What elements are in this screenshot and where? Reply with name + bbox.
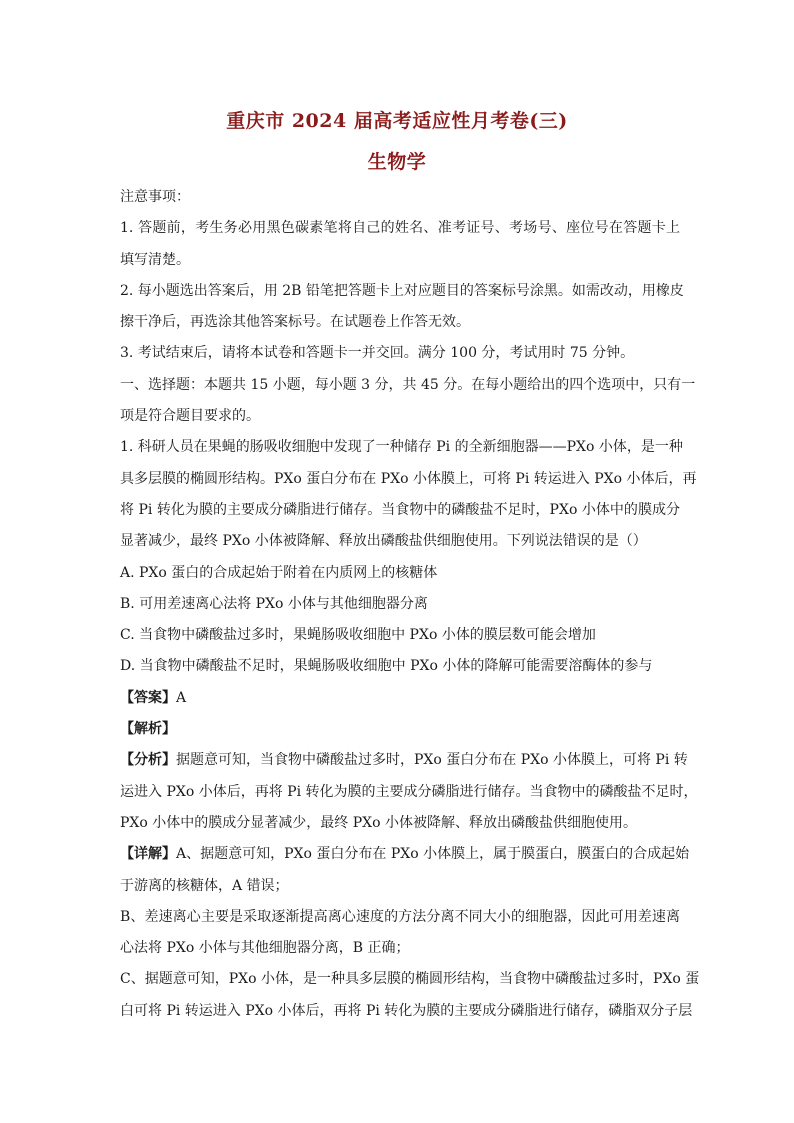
section-heading: 一、选择题：本题共 15 小题，每小题 3 分，共 45 分。在每小题给出的四个选项中，只有一 — [120, 376, 696, 393]
xiangjie-c-cont: 白可将 Pi 转运进入 PXo 小体后，再将 Pi 转化为膜的主要成分磷脂进行储存，磷脂双分子层 — [120, 1002, 693, 1019]
question-stem: 显著减少，最终 PXo 小体被降解、释放出磷酸盐供细胞使用。下列说法错误的是（） — [120, 533, 647, 550]
fenxi-line — [120, 745, 688, 776]
subject-title: 生物学 — [367, 151, 427, 173]
analysis-tag: 【解析】 — [120, 721, 176, 738]
question-stem: 具多层膜的椭圆形结构。PXo 蛋白分布在 PXo 小体膜上，可将 Pi 转运进入 PXo 小体后，再 — [120, 470, 697, 487]
notice-item-2: 2. 每小题选出答案后，用 2B 铅笔把答题卡上对应题目的答案标号涂黑。如需改动，用橡皮 — [120, 282, 684, 299]
notice-item-1: 1. 答题前，考生务必用黑色碳素笔将自己的姓名、准考证号、考场号、座位号在答题卡上 — [120, 220, 680, 237]
question-stem: 将 Pi 转化为膜的主要成分磷脂进行储存。当食物中的磷酸盐不足时，PXo 小体中的膜成分 — [120, 501, 680, 518]
notice-item-3: 3. 考试结束后，请将本试卷和答题卡一并交回。满分 100 分，考试用时 75 分钟。 — [120, 345, 635, 362]
xiangjie-a-text: A、据题意可知，PXo 蛋白分布在 PXo 小体膜上，属于膜蛋白，膜蛋白的合成起始 — [176, 846, 690, 863]
notice-heading: 注意事项： — [120, 189, 190, 205]
option-b: B. 可用差速离心法将 PXo 小体与其他细胞器分离 — [120, 595, 428, 612]
fenxi-cont: PXo 小体中的膜成分显著减少，最终 PXo 小体被降解、释放出磷酸盐供细胞使用。 — [120, 814, 637, 831]
notice-item-2-cont: 擦干净后，再选涂其他答案标号。在试题卷上作答无效。 — [120, 314, 470, 331]
fenxi-text: 据题意可知，当食物中磷酸盐过多时，PXo 蛋白分布在 PXo 小体膜上，可将 Pi 转 — [176, 752, 688, 769]
xiangjie-b: B、差速离心主要是采取逐渐提高离心速度的方法分离不同大小的细胞器，因此可用差速离 — [120, 908, 680, 925]
option-a: A. PXo 蛋白的合成起始于附着在内质网上的核糖体 — [120, 564, 438, 581]
notice-item-1-cont: 填写清楚。 — [120, 251, 190, 268]
section-heading-cont: 项是符合题目要求的。 — [120, 408, 260, 425]
question-stem: 1. 科研人员在果蝇的肠吸收细胞中发现了一种储存 Pi 的全新细胞器——PXo 小体，是一种 — [120, 439, 683, 456]
analysis-line — [120, 714, 680, 745]
fenxi-tag: 【分析】 — [120, 752, 176, 769]
xiangjie-c: C、据题意可知，PXo 小体，是一种具多层膜的椭圆形结构，当食物中磷酸盐过多时，PXo 蛋 — [120, 971, 700, 988]
answer-tag: 【答案】 — [120, 689, 176, 706]
document-body — [120, 182, 700, 1027]
option-d: D. 当食物中磷酸盐不足时，果蝇肠吸收细胞中 PXo 小体的降解可能需要溶酶体的参与 — [120, 658, 653, 675]
xiangjie-line — [120, 839, 690, 870]
xiangjie-tag: 【详解】 — [120, 846, 176, 863]
page-title: 重庆市 2024 届高考适应性月考卷(三) — [226, 110, 568, 132]
answer-line — [120, 683, 680, 714]
option-c: C. 当食物中磷酸盐过多时，果蝇肠吸收细胞中 PXo 小体的膜层数可能会增加 — [120, 627, 596, 644]
fenxi-cont: 运进入 PXo 小体后，再将 Pi 转化为膜的主要成分磷脂进行储存。当食物中的磷酸盐不足时， — [120, 783, 698, 800]
xiangjie-b-cont: 心法将 PXo 小体与其他细胞器分离，B 正确； — [120, 940, 410, 957]
xiangjie-a-cont: 于游离的核糖体，A 错误； — [120, 877, 289, 894]
answer-value: A — [176, 689, 187, 706]
